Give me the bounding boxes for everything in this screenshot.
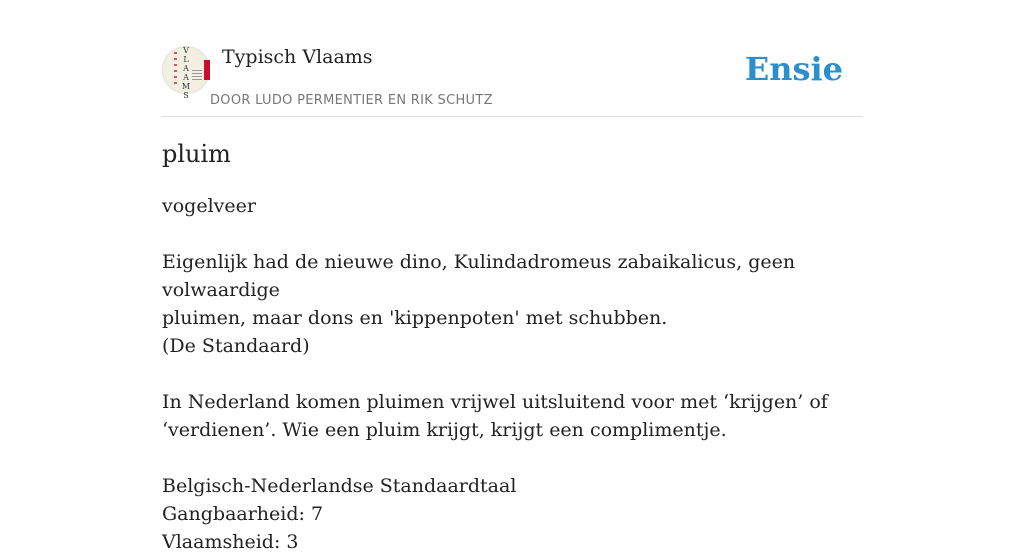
avatar-decoration bbox=[174, 52, 177, 86]
note-line: ‘verdienen’. Wie een pluim krijgt, krijgt een complimentje. bbox=[162, 419, 727, 441]
entry-content bbox=[162, 138, 862, 556]
gangbaarheid-score: Gangbaarheid: 7 bbox=[162, 503, 324, 525]
example-source: (De Standaard) bbox=[162, 335, 310, 357]
blog-title[interactable]: Typisch Vlaams bbox=[222, 46, 373, 68]
entry-definition: vogelveer bbox=[162, 195, 256, 217]
example-line: pluimen, maar dons en 'kippenpoten' met schubben. bbox=[162, 307, 668, 329]
example-paragraph bbox=[162, 248, 862, 360]
entry-word-title: pluim bbox=[162, 140, 231, 168]
language-variety: Belgisch-Nederlandse Standaardtaal bbox=[162, 475, 517, 497]
avatar-logo-text: V L A A M S bbox=[181, 46, 191, 100]
example-line: Eigenlijk had de nieuwe dino, Kulindadromeus zabaikalicus, geen volwaardige bbox=[162, 251, 796, 301]
ensie-logo-link[interactable]: Ensie bbox=[744, 50, 843, 88]
author-byline: DOOR LUDO PERMENTIER EN RIK SCHUTZ bbox=[210, 93, 493, 108]
vlaamsheid-score: Vlaamsheid: 3 bbox=[162, 531, 299, 553]
blog-avatar[interactable] bbox=[162, 46, 210, 100]
page-header bbox=[162, 0, 862, 117]
note-line: In Nederland komen pluimen vrijwel uitsluitend voor met ‘krijgen’ of bbox=[162, 391, 828, 413]
note-paragraph bbox=[162, 388, 862, 444]
avatar-red-stripe bbox=[204, 60, 210, 80]
meta-paragraph bbox=[162, 472, 862, 556]
avatar-decoration-lines bbox=[192, 70, 202, 80]
